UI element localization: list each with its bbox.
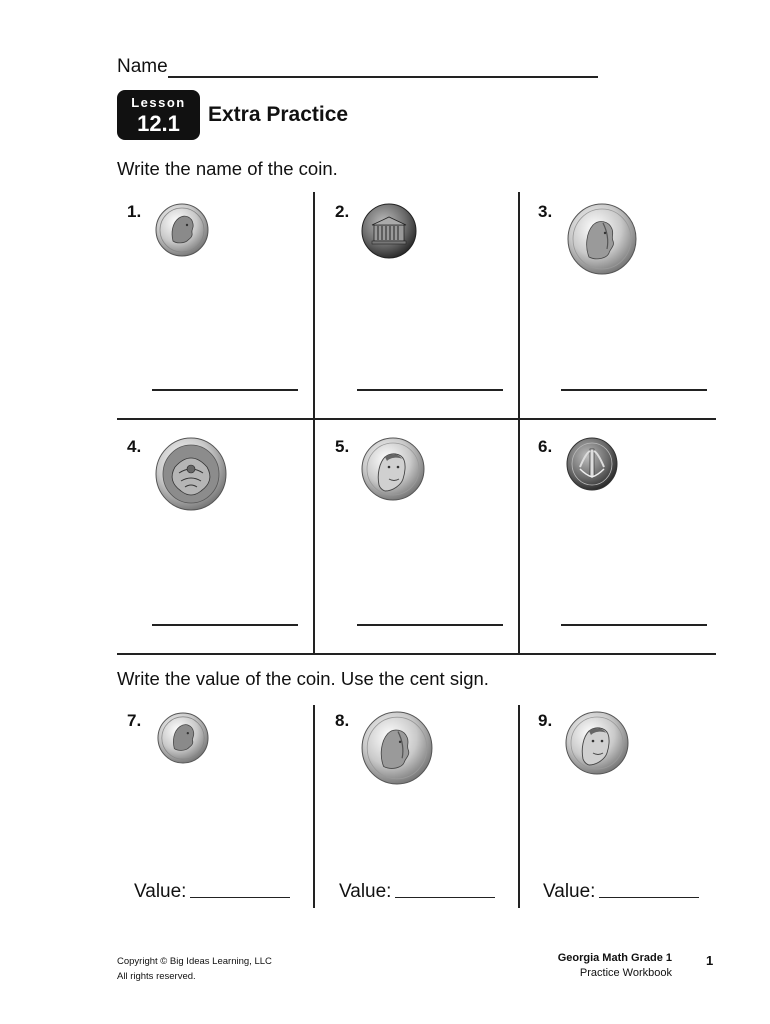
dime-back-icon bbox=[566, 437, 618, 491]
value-answer-line[interactable] bbox=[395, 897, 495, 899]
quarter-icon bbox=[567, 203, 637, 275]
page-title: Extra Practice bbox=[208, 103, 349, 126]
quarter-icon bbox=[360, 711, 434, 785]
answer-line[interactable] bbox=[561, 389, 707, 391]
value-field bbox=[134, 881, 290, 903]
copyright-text: Copyright © Big Ideas Learning, LLC bbox=[117, 956, 272, 967]
page-number: 1 bbox=[706, 953, 714, 968]
grid-divider-v4 bbox=[518, 705, 520, 908]
grid-divider-h2 bbox=[117, 653, 716, 655]
footer-book bbox=[520, 951, 672, 981]
value-label: Value: bbox=[339, 881, 392, 902]
value-answer-line[interactable] bbox=[599, 897, 699, 899]
lesson-word: Lesson bbox=[131, 95, 186, 110]
value-field bbox=[543, 881, 699, 903]
dime-icon bbox=[157, 711, 209, 765]
grid-divider-v2 bbox=[518, 192, 520, 654]
rights-text: All rights reserved. bbox=[117, 971, 196, 982]
item-number: 5. bbox=[335, 437, 350, 456]
item-number: 3. bbox=[538, 202, 553, 221]
instruction-value-coin: Write the value of the coin. Use the cent sign. bbox=[117, 668, 489, 689]
item-number: 7. bbox=[127, 711, 142, 730]
instruction-name-coin: Write the name of the coin. bbox=[117, 158, 338, 179]
grid-divider-v1 bbox=[313, 192, 315, 654]
quarter-back-icon bbox=[155, 437, 227, 511]
item-number: 2. bbox=[335, 202, 350, 221]
answer-line[interactable] bbox=[357, 389, 503, 391]
nickel-icon bbox=[565, 711, 629, 775]
item-number: 9. bbox=[538, 711, 553, 730]
nickel-icon bbox=[361, 437, 425, 501]
name-answer-line[interactable] bbox=[168, 76, 598, 78]
item-number: 4. bbox=[127, 437, 142, 456]
value-label: Value: bbox=[134, 881, 187, 902]
value-label: Value: bbox=[543, 881, 596, 902]
answer-line[interactable] bbox=[357, 624, 503, 626]
answer-line[interactable] bbox=[561, 624, 707, 626]
name-label: Name bbox=[117, 56, 168, 77]
item-number: 6. bbox=[538, 437, 553, 456]
book-subtitle: Practice Workbook bbox=[579, 967, 672, 979]
answer-line[interactable] bbox=[152, 624, 298, 626]
answer-line[interactable] bbox=[152, 389, 298, 391]
lesson-number: 12.1 bbox=[137, 111, 180, 136]
value-field bbox=[339, 881, 495, 903]
dime-icon bbox=[155, 203, 209, 257]
footer-copyright bbox=[117, 954, 272, 984]
lesson-badge bbox=[117, 90, 200, 140]
item-number: 8. bbox=[335, 711, 350, 730]
book-title: Georgia Math Grade 1 bbox=[557, 952, 672, 964]
grid-divider-v3 bbox=[313, 705, 315, 908]
item-number: 1. bbox=[127, 202, 142, 221]
grid-divider-h1 bbox=[117, 418, 716, 420]
value-answer-line[interactable] bbox=[190, 897, 290, 899]
penny-icon bbox=[361, 203, 417, 259]
